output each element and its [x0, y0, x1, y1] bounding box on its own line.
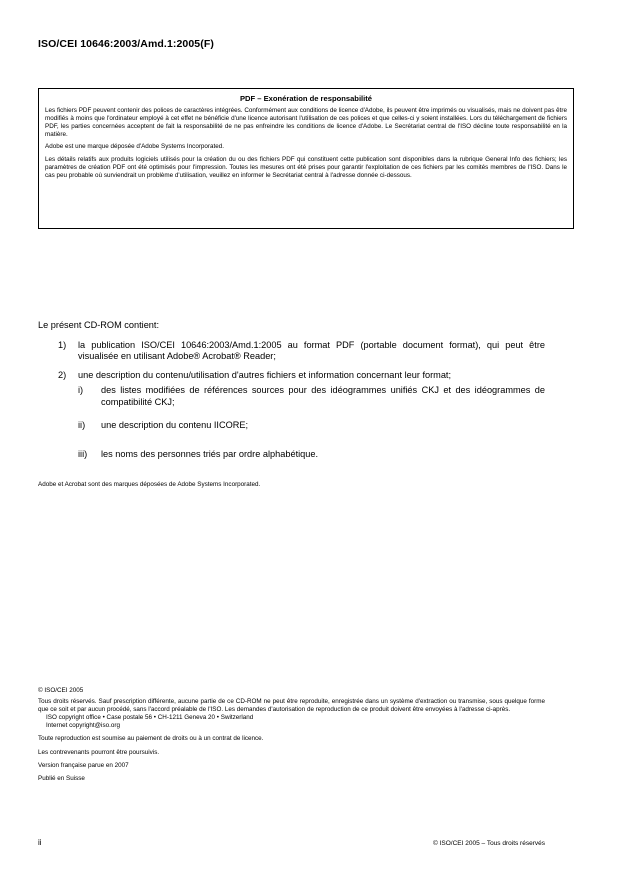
disclaimer-title: PDF – Exonération de responsabilité: [239, 94, 373, 103]
sub-list-number: iii): [78, 448, 88, 459]
copyright-office-address: ISO copyright office • Case postale 56 • CH-1211 Geneva 20 • Switzerland: [46, 714, 254, 722]
trademark-notice: Adobe et Acrobat sont des marques déposées de Adobe Systems Incorporated.: [38, 481, 261, 488]
rights-notice: Tous droits réservés. Sauf prescription différente, aucune partie de ce CD-ROM ne peut être reproduite, enregistrée dans un système d'extraction ou transmise, sous quelque forme que ce soit et par aucun procédé, sans l'accord préalable de l'ISO. Les demandes d'autorisation de reproduction de ce produit doivent être envoyées à l'adresse ci-après.: [38, 698, 545, 714]
sub-list-number: ii): [78, 420, 86, 430]
cd-contents-section: [38, 320, 545, 460]
copyright-office-email: Internet copyright@iso.org: [46, 722, 120, 730]
list-number: 1): [58, 339, 67, 350]
disclaimer-paragraph: Les détails relatifs aux produits logiciels utilisés pour la création du ou des fichiers PDF qui constituent cette publication sont disponibles dans la rubrique General Info des fichiers; les paramètres de création PDF ont été optimisés pour l'impression. Toutes les mesures ont été prises pour garantir l'exploitation de ces fichiers par les comités membres de l'ISO. Dans le cas peu probable où surviendrait un problème d'utilisation, veuillez en informer le Secrétariat central à l'adresse donnée ci-dessous.: [45, 155, 567, 179]
list-number: 2): [58, 369, 67, 380]
document-title: ISO/CEI 10646:2003/Amd.1:2005(F): [38, 38, 214, 50]
sub-list-number: i): [78, 385, 84, 395]
footer-copyright: © ISO/CEI 2005 – Tous droits réservés: [433, 840, 545, 847]
royalty-notice: Toute reproduction est soumise au paiement de droits ou à un contrat de licence.: [38, 735, 264, 743]
edition-notice: Version française parue en 2007: [38, 761, 129, 769]
copyright-block: [38, 687, 545, 783]
disclaimer-paragraph: Les fichiers PDF peuvent contenir des polices de caractères intégrées. Conformément aux conditions de licence d'Adobe, ils peuvent être imprimés ou visualisés, mais ne doivent pas être modifiés à moins que l'ordinateur employé à cet effet ne bénéficie d'une licence autorisant l'utilisation de ces polices et que celles-ci y soient installées. Lors du téléchargement de fichiers PDF, les parties concernées acceptent de fait la responsabilité de ne pas enfreindre les conditions de licence d'Adobe. Le Secrétariat central de l'ISO décline toute responsabilité en la matière.: [45, 107, 567, 139]
cd-intro: Le présent CD-ROM contient:: [38, 320, 160, 330]
list-text: une description du contenu/utilisation d'autres fichiers et information concernant leur format;: [78, 369, 452, 380]
prosecution-notice: Les contrevenants pourront être poursuivis.: [38, 748, 160, 756]
sub-list-item: [38, 449, 545, 461]
sub-list-item: [38, 420, 545, 432]
sub-list-text: les noms des personnes triés par ordre alphabétique.: [101, 448, 319, 459]
sub-list-item: [38, 385, 545, 408]
list-item: [38, 340, 545, 363]
pdf-disclaimer-box: [38, 88, 574, 229]
list-text: la publication ISO/CEI 10646:2003/Amd.1:2005 au format PDF (portable document format), qui peut être visualisée en utilisant Adobe® Acrobat® Reader;: [78, 339, 545, 361]
page-number: ii: [38, 838, 42, 847]
copyright-line: © ISO/CEI 2005: [38, 687, 84, 694]
printed-notice: Publié en Suisse: [38, 774, 85, 782]
sub-list-text: des listes modifiées de références sources pour des idéogrammes unifiés CKJ et des idéogrammes de compatibilité CKJ;: [101, 385, 545, 407]
list-item: [38, 370, 545, 382]
sub-list-text: une description du contenu IICORE;: [101, 420, 249, 430]
disclaimer-paragraph: Adobe est une marque déposée d'Adobe Systems Incorporated.: [45, 143, 225, 151]
